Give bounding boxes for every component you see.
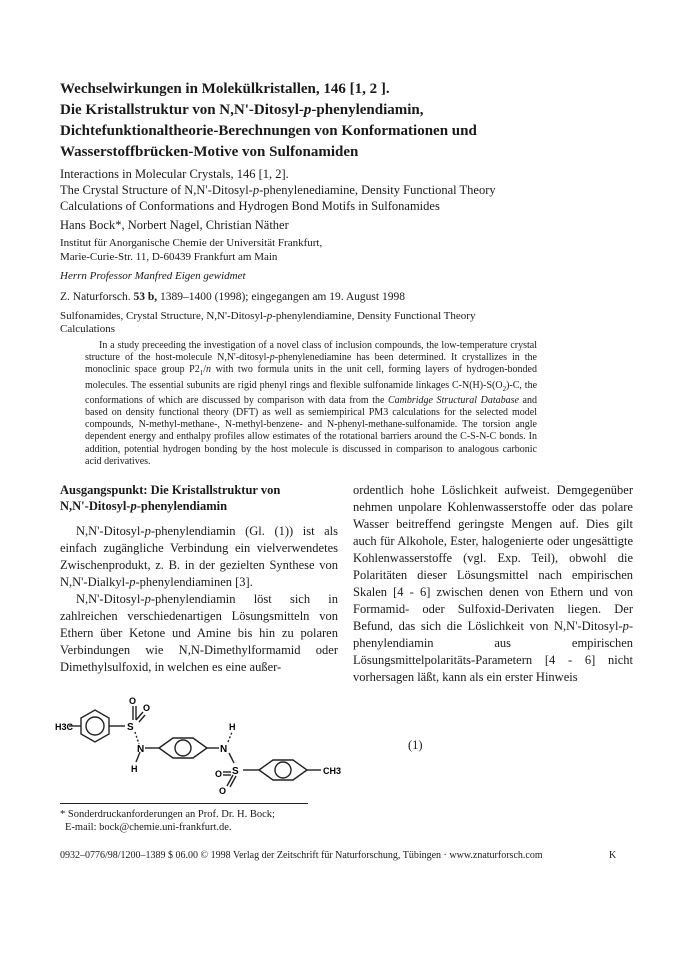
label-n2: N [220, 744, 228, 755]
aromatic-circle-3 [275, 762, 291, 778]
aromatic-circle-1 [86, 717, 104, 735]
label-ch3: CH3 [323, 766, 342, 776]
paragraph-2: N,N'-Ditosyl-p-phenylendiamin löst sich in zahlreichen verschiedenartigen Lösungsmitteln von Ethern über Ketone und Amine bis hin zu polaren Verbindungen wie N,N-Dimethylformamid oder Dimethylsulfoxid, in welchen es eine außer- [60, 592, 338, 674]
section-heading: Ausgangspunkt: Die Kristallstruktur von N,N'-Ditosyl-p-phenylendiamin [60, 483, 281, 513]
benzene-ring-1 [81, 710, 109, 742]
label-h2: H [229, 722, 236, 732]
label-o4: O [219, 786, 227, 796]
citation: Z. Naturforsch. 53 b, 1389–1400 (1998); eingegangen am 19. August 1998 [60, 291, 405, 303]
label-s2: S [232, 766, 239, 777]
right-column [353, 482, 633, 686]
footnote-rule [60, 803, 308, 804]
footnote-line-1: * Sonderdruckanforderungen an Prof. Dr. H. Bock; [60, 809, 275, 820]
keywords-line-2: Calculations [60, 323, 115, 335]
equation-label: (1) [408, 738, 423, 752]
label-o1: O [129, 696, 137, 706]
label-s1: S [127, 722, 134, 733]
paragraph-3: ordentlich hohe Löslichkeit aufweist. Demgegenüber nehmen unpolare Kohlenwasserstoffe oder das polare Wasser beitreffend geringste Mengen auf. Dies gilt auch für Alkohole, Ester, halogenierte oder ungesättigte Kohlenwasserstoffe (vgl. Exp. Teil), obwohl die Polaritäten dieser Lösungsmittel nach empirischen Skalen [4 - 6] zwischen denen von Ethern und von Formamid- oder Sulfoxid-Derivaten liegen. Der Befund, das sich die Löslichkeit von N,N'-Ditosyl-p-phenylendiamin aus empirischen Lösungsmittelpolaritäts-Parametern [4 - 6] nicht vorhersagen läßt, kann als ein erster Hinweis [353, 483, 633, 684]
english-title-line-3: Calculations of Conformations and Hydrogen Bond Motifs in Sulfonamides [60, 199, 440, 213]
dedication: Herrn Professor Manfred Eigen gewidmet [60, 270, 246, 282]
keywords-line-1: Sulfonamides, Crystal Structure, N,N'-Ditosyl-p-phenylendiamine, Density Functional Theory [60, 310, 476, 322]
english-title-line-2: The Crystal Structure of N,N'-Ditosyl-p-phenylenediamine, Density Functional Theory [60, 183, 496, 197]
page-footer: 0932–0776/98/1200–1389 $ 06.00 © 1998 Verlag der Zeitschrift für Naturforschung, Tübingen · www.znaturforsch.com [60, 850, 543, 861]
label-h3c: H3C [55, 722, 74, 732]
authors: Hans Bock*, Norbert Nagel, Christian Näther [60, 218, 289, 232]
title-line-4: Wasserstoffbrücken-Motive von Sulfonamiden [60, 144, 359, 160]
benzene-ring-2 [159, 738, 207, 758]
title-line-3: Dichtefunktionaltheorie-Berechnungen von Konformationen und [60, 123, 477, 139]
footer-letter: K [609, 850, 617, 861]
label-h1: H [131, 764, 138, 774]
affiliation-line-2: Marie-Curie-Str. 11, D-60439 Frankfurt am Main [60, 251, 278, 263]
abstract [85, 340, 537, 468]
paragraph-1: N,N'-Ditosyl-p-phenylendiamin (Gl. (1)) ist als einfach zugängliche Verbindung ein vielverwendetes Zwischenprodukt, z. B. in der gezielten Synthese von N,N'-Dialkyl-p-phenylendiaminen [3]. [60, 524, 338, 589]
title-line-2: Die Kristallstruktur von N,N'-Ditosyl-p-phenylendiamin, [60, 102, 424, 118]
title-line-1: Wechselwirkungen in Molekülkristallen, 146 [1, 2 ]. [60, 81, 390, 97]
structure-formula [55, 690, 385, 798]
benzene-ring-3 [259, 760, 307, 780]
left-column [60, 482, 338, 676]
label-o2: O [143, 703, 151, 713]
abstract-text: In a study preceeding the investigation of a novel class of inclusion compounds, the low-temperature crystal structure of the host-molecule N,N'-ditosyl-p-phenylenediamine has been determined. It crystallizes in the monoclinic space group $P2_1/n$ with two formula units in the unit cell, forming layers of hydrogen-bonded molecules. The essential subunits are rigid phenyl rings and flexible sulfonamide linkages $C-N(H)-S(O_2)-C$, the conformations of which are discussed by comparison with data from the Cambridge Structural Database and based on density functional theory (DFT) as well as semiempirical PM3 calculations for the selected model compounds, N-methyl-methane-, N-methyl-benzene- and N-phenyl-methane-sulfonamide. The torsion angle dependent energy and enthalpy profiles allow estimates of the rotational barriers around the C-S-N-C bonds. In addition, potential hydrogen bonding by the host molecule is discussed in comparison to analogous carbonic acid derivatives. [85, 340, 538, 467]
label-o3: O [215, 769, 223, 779]
footnote-line-2: E-mail: bock@chemie.uni-frankfurt.de. [65, 822, 232, 833]
label-n1: N [137, 744, 145, 755]
affiliation-line-1: Institut für Anorganische Chemie der Universität Frankfurt, [60, 237, 323, 249]
english-title-line-1: Interactions in Molecular Crystals, 146 [1, 2]. [60, 167, 289, 181]
aromatic-circle-2 [175, 740, 191, 756]
